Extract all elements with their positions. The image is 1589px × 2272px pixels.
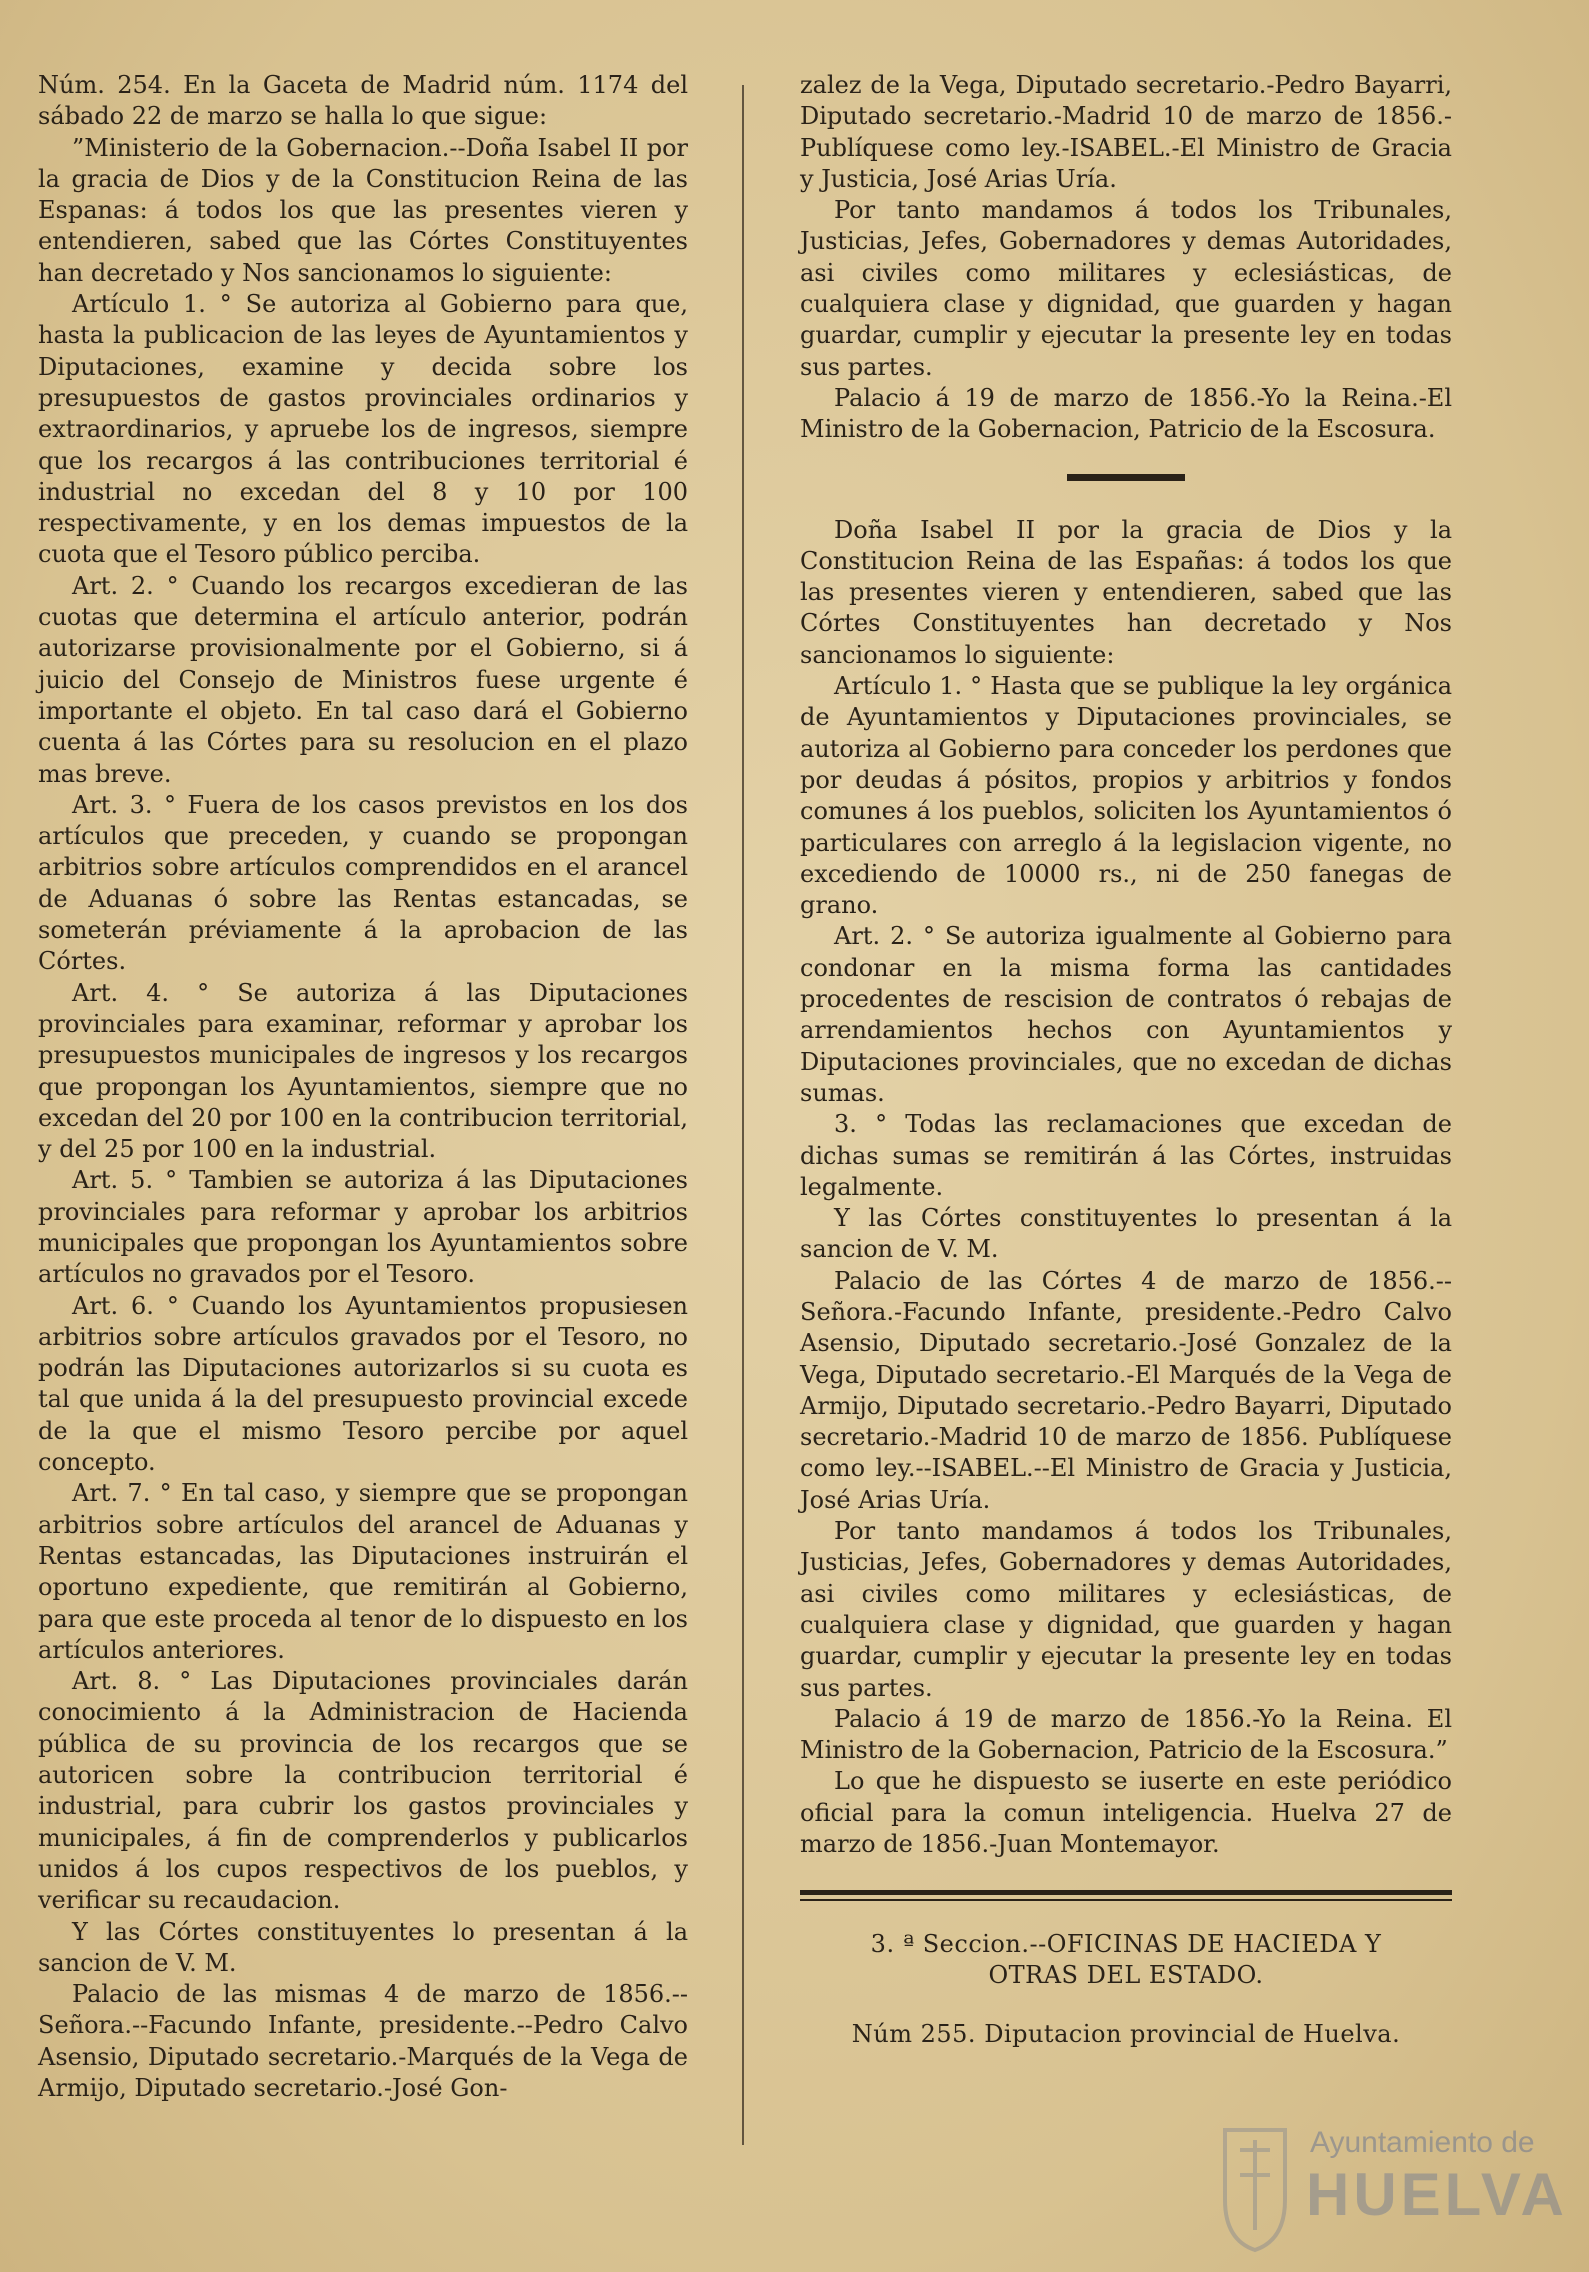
right-column bbox=[800, 70, 1452, 2050]
paragraph: Doña Isabel II por la gracia de Dios y la Constitucion Reina de las Españas: á todos los que las presentes vieren y entendieren, sabed que las Córtes Constituyentes han decretado y Nos sancionamos lo siguiente: bbox=[800, 515, 1452, 669]
paragraph: Art. 2. ° Cuando los recargos excedieran de las cuotas que determina el artículo anterior, podrán autorizarse provisionalmente por el Gobierno, si á juicio del Consejo de Ministros fuese urgente é importante el objeto. En tal caso dará el Gobierno cuenta á las Córtes para su resolucion en el plazo mas breve. bbox=[38, 571, 688, 788]
paragraph: Lo que he dispuesto se iuserte en este periódico oficial para la comun inteligencia. Huelva 27 de marzo de 1856.-Juan Montemayor. bbox=[800, 1767, 1452, 1859]
section-rule-thin bbox=[800, 1899, 1452, 1901]
paragraph: 3. ° Todas las reclamaciones que excedan de dichas sumas se remitirán á las Córtes, instruidas legalmente. bbox=[800, 1110, 1452, 1201]
paragraph: Y las Córtes constituyentes lo presentan á la sancion de V. M. bbox=[800, 1204, 1452, 1264]
watermark-text: Ayuntamiento de bbox=[1310, 2126, 1535, 2159]
paragraph: Palacio á 19 de marzo de 1856.-Yo la Reina. El Ministro de la Gobernacion, Patricio de la Escosura.” bbox=[800, 1704, 1452, 1765]
paragraph: Palacio á 19 de marzo de 1856.-Yo la Reina.-El Ministro de la Gobernacion, Patricio de la Escosura. bbox=[800, 383, 1452, 444]
paragraph: Art. 3. ° Fuera de los casos previstos en los dos artículos que preceden, y cuando se propongan arbitrios sobre artículos comprendidos en el arancel de Aduanas ó sobre las Rentas estancadas, se someterán préviamente á la aprobacion de las Córtes. bbox=[38, 790, 688, 976]
paragraph: zalez de la Vega, Diputado secretario.-Pedro Bayarri, Diputado secretario.-Madrid 10 de marzo de 1856.-Publíquese como ley.-ISABEL.-El Ministro de Gracia y Justicia, José Arias Uría. bbox=[800, 71, 1452, 193]
paragraph: Artículo 1. ° Se autoriza al Gobierno para que, hasta la publicacion de las leyes de Ayuntamientos y Diputaciones, examine y decida sobre los presupuestos de gastos provinciales ordinarios y extraordinarios, y apruebe los de ingresos, siempre que los recargos á las contribuciones territorial é industrial no excedan del 8 y 10 por 100 respectivamente, y en los demas impuestos de la cuota que el Tesoro público perciba. bbox=[38, 290, 688, 569]
column-divider bbox=[742, 85, 744, 2145]
paragraph: Art. 2. ° Se autoriza igualmente al Gobierno para condonar en la misma forma las cantidades procedentes de rescision de contratos ó rebajas de arrendamientos hechos con Ayuntamientos y Diputaciones provinciales, que no excedan de dichas sumas. bbox=[800, 922, 1452, 1107]
paragraph: Y las Córtes constituyentes lo presentan á la sancion de V. M. bbox=[38, 1917, 688, 1977]
watermark-text: HUELVA bbox=[1306, 2161, 1568, 2228]
paragraph: Art. 4. ° Se autoriza á las Diputaciones provinciales para examinar, reformar y aprobar los presupuestos municipales de ingresos y los recargos que propongan los Ayuntamientos, siempre que no excedan del 20 por 100 en la contribucion territorial, y del 25 por 100 en la industrial. bbox=[38, 978, 688, 1164]
paragraph: Por tanto mandamos á todos los Tribunales, Justicias, Jefes, Gobernadores y demas Autoridades, asi civiles como militares y eclesiásticas, de cualquiera clase y dignidad, que guarden y hagan guardar, cumplir y ejecutar la presente ley en todas sus partes. bbox=[800, 1517, 1452, 1702]
section-rule-thick bbox=[800, 1890, 1452, 1895]
paragraph: Palacio de las mismas 4 de marzo de 1856.--Señora.--Facundo Infante, presidente.--Pedro Calvo Asensio, Diputado secretario.-Marqués de la Vega de Armijo, Diputado secretario.-José Gon- bbox=[38, 1980, 688, 2102]
paragraph: Art. 5. ° Tambien se autoriza á las Diputaciones provinciales para reformar y aprobar los arbitrios municipales que propongan los Ayuntamientos sobre artículos no gravados por el Tesoro. bbox=[38, 1166, 688, 1289]
paragraph: Art. 7. ° En tal caso, y siempre que se propongan arbitrios sobre artículos del arancel de Aduanas y Rentas estancadas, las Diputaciones instruirán el oportuno expediente, que remitirán al Gobierno, para que este proceda al tenor de lo dispuesto en los artículos anteriores. bbox=[38, 1479, 688, 1664]
left-column bbox=[38, 70, 688, 2104]
section-heading: 3. ª Seccion.--OFICINAS DE HACIEDA Y bbox=[870, 1930, 1382, 1959]
separator-rule bbox=[1067, 474, 1185, 481]
paragraph: Art. 8. ° Las Diputaciones provinciales darán conocimiento á la Administracion de Hacienda pública de su provincia de los recargos que se autoricen sobre la contribucion territorial é industrial, para cubrir los gastos provinciales y municipales, á fin de comprenderlos y publicarlos unidos á los cupos respectivos de los pueblos, y verificar su recaudacion. bbox=[38, 1667, 688, 1915]
paragraph: ”Ministerio de la Gobernacion.--Doña Isabel II por la gracia de Dios y de la Constitucion Reina de las Espanas: á todos los que las presentes vieren y entendieren, sabed que las Córtes Constituyentes han decretado y Nos sancionamos lo siguiente: bbox=[38, 133, 688, 287]
paragraph: Por tanto mandamos á todos los Tribunales, Justicias, Jefes, Gobernadores y demas Autoridades, asi civiles como militares y eclesiásticas, de cualquiera clase y dignidad, que guarden y hagan guardar, cumplir y ejecutar la presente ley en todas sus partes. bbox=[800, 196, 1452, 381]
paragraph: Artículo 1. ° Hasta que se publique la ley orgánica de Ayuntamientos y Diputaciones provinciales, se autoriza al Gobierno para conceder los perdones que por deudas á pósitos, propios y arbitrios y fondos comunes á los pueblos, soliciten los Ayuntamientos ó particulares con arreglo á la legislacion vigente, no excediendo de 10000 rs., ni de 250 fanegas de grano. bbox=[800, 672, 1452, 920]
section-heading: OTRAS DEL ESTADO. bbox=[988, 1961, 1264, 1990]
paragraph: Palacio de las Córtes 4 de marzo de 1856.--Señora.-Facundo Infante, presidente.-Pedro Calvo Asensio, Diputado secretario.-José Gonzalez de la Vega, Diputado secretario.-El Marqués de la Vega de Armijo, Diputado secretario.-Pedro Bayarri, Diputado secretario.-Madrid 10 de marzo de 1856. Publíquese como ley.--ISABEL.--El Ministro de Gracia y Justicia, José Arias Uría. bbox=[800, 1266, 1452, 1514]
section-entry: Núm 255. Diputacion provincial de Huelva. bbox=[851, 2020, 1401, 2049]
paragraph: Art. 6. ° Cuando los Ayuntamientos propusiesen arbitrios sobre artículos gravados por el Tesoro, no podrán las Diputaciones autorizarlos si su cuota es tal que unida á la del presupuesto provincial excede de la que el mismo Tesoro percibe por aquel concepto. bbox=[38, 1291, 688, 1477]
paragraph: Núm. 254. En la Gaceta de Madrid núm. 1174 del sábado 22 de marzo se halla lo que sigue: bbox=[38, 71, 688, 131]
